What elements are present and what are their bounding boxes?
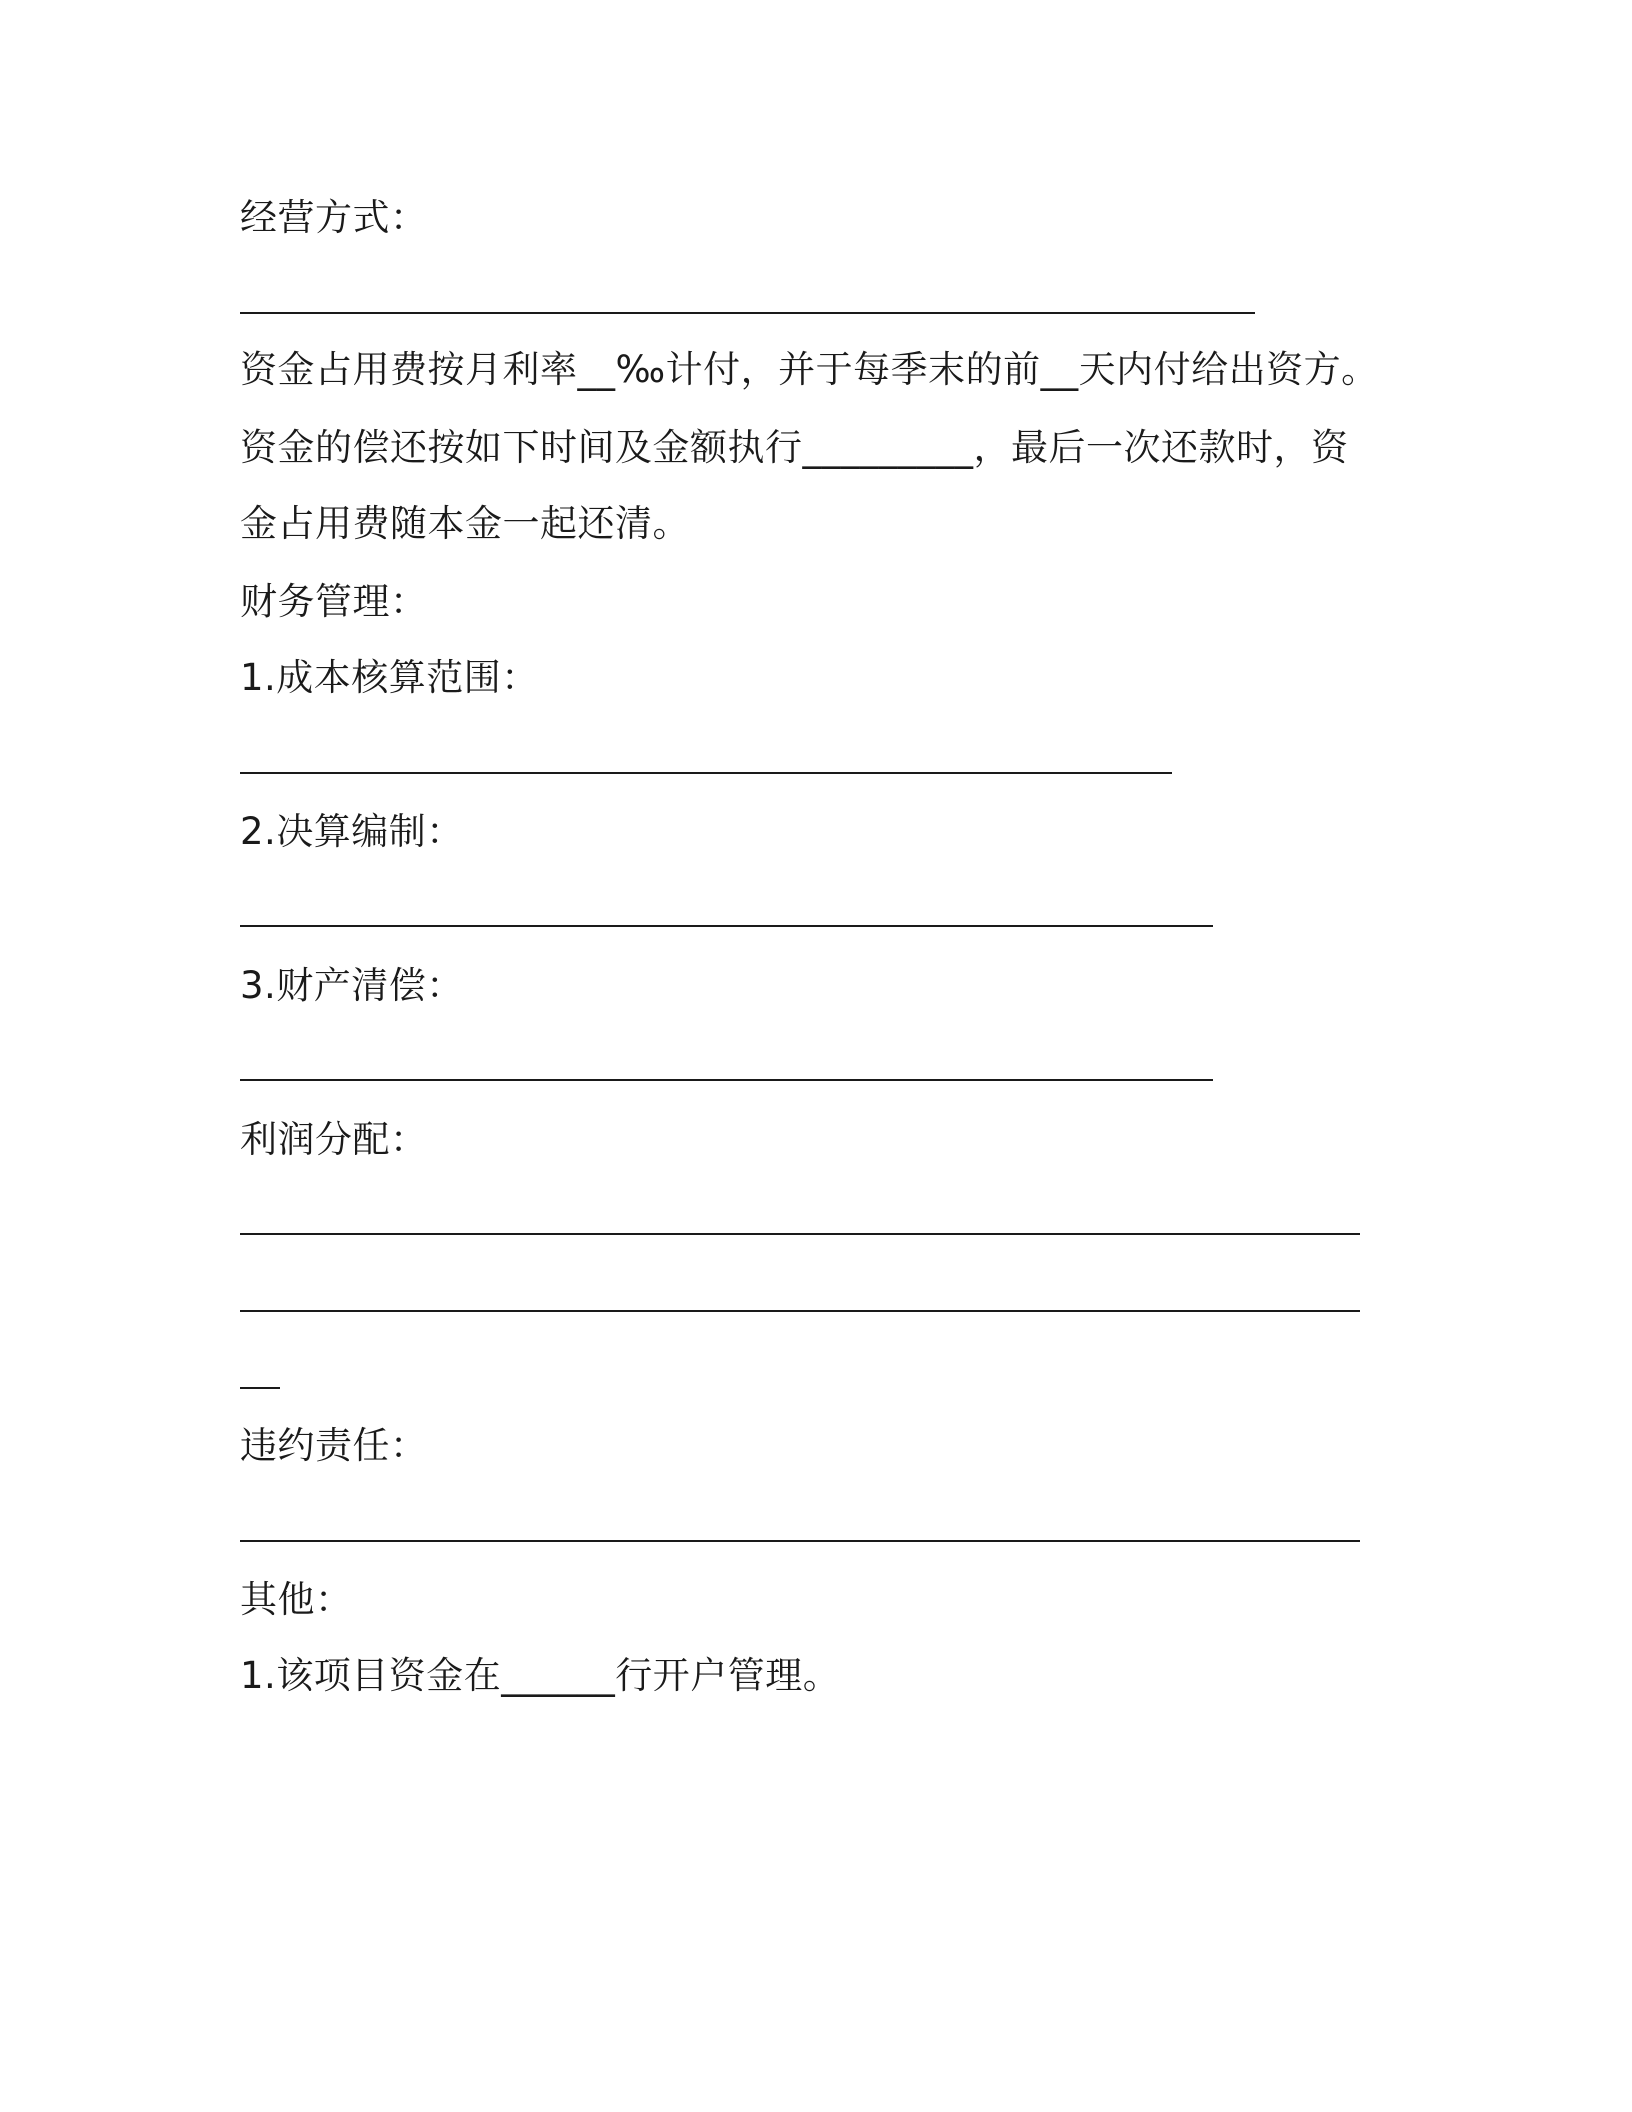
business-mode-heading: 经营方式： — [240, 196, 428, 239]
breach-liability-blank-line — [240, 1540, 1360, 1542]
final-accounts-preparation: 2.决算编制： — [240, 810, 464, 853]
cost-accounting-blank-line — [240, 772, 1172, 774]
profit-distribution-heading: 利润分配： — [240, 1118, 428, 1161]
repayment-paragraph-line-2: 金占用费随本金一起还清。 — [240, 502, 690, 545]
final-accounts-blank-line — [240, 925, 1213, 927]
profit-distribution-blank-line-3 — [240, 1387, 280, 1389]
breach-liability-heading: 违约责任： — [240, 1424, 428, 1467]
finance-heading: 财务管理： — [240, 580, 428, 623]
bank-account-clause: 1.该项目资金在______行开户管理。 — [240, 1654, 841, 1697]
profit-distribution-blank-line-2 — [240, 1310, 1360, 1312]
property-liquidation-blank-line — [240, 1079, 1213, 1081]
other-heading: 其他： — [240, 1578, 353, 1621]
fee-paragraph: 资金占用费按月利率__‰计付，并于每季末的前__天内付给出资方。 — [240, 348, 1379, 391]
profit-distribution-blank-line-1 — [240, 1233, 1360, 1235]
cost-accounting-scope: 1.成本核算范围： — [240, 656, 539, 699]
business-mode-blank-line — [240, 312, 1255, 314]
property-liquidation: 3.财产清偿： — [240, 964, 464, 1007]
repayment-paragraph-line-1: 资金的偿还按如下时间及金额执行_________，最后一次还款时，资 — [240, 426, 1349, 469]
